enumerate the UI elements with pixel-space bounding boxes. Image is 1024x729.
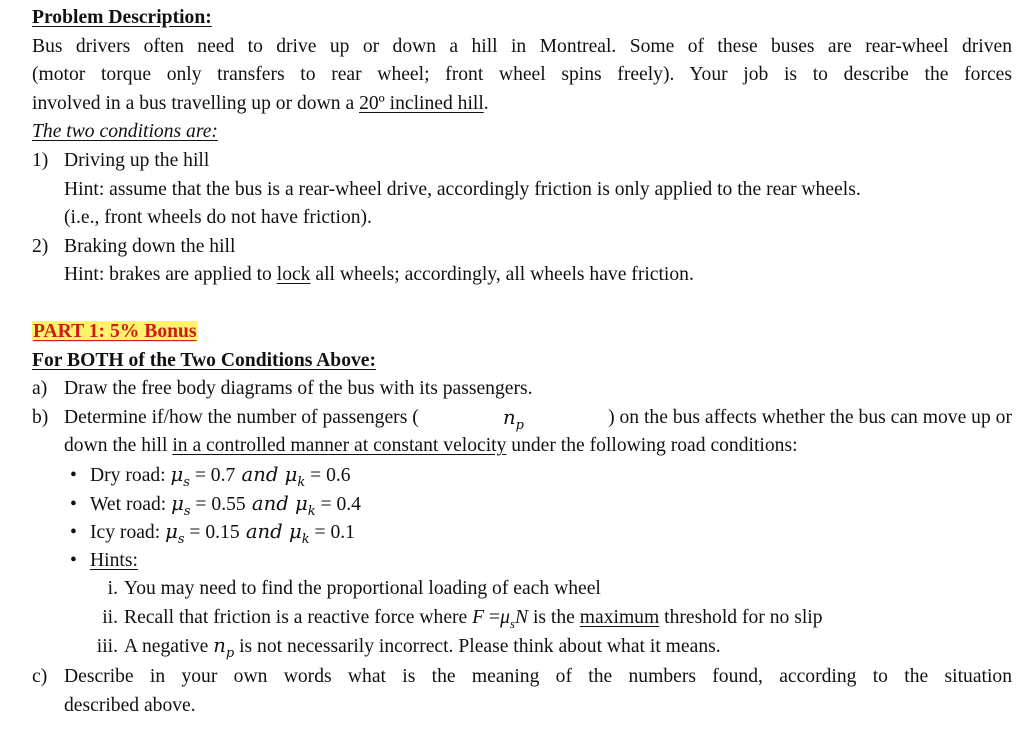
road-icy: • Icy road: $\mu_s = 0.15$ and $\mu_k = 0.1$ <box>70 520 355 547</box>
road-dry: • Dry road: $\mu_s = 0.7$ and $\mu_k = 0.6$ <box>70 462 351 490</box>
problem-heading: Problem Description: <box>32 7 212 28</box>
road-wet: • Wet road: $\mu_s = 0.55$ and $\mu_k = 0.4$ <box>70 491 361 519</box>
item-c-line-2: described above. <box>64 694 196 716</box>
hints-label: • Hints: <box>70 549 138 571</box>
document <box>32 0 1012 720</box>
conditions-heading: The two conditions are: <box>32 121 218 143</box>
condition-2: 2) Braking down the hill <box>32 235 236 257</box>
condition-1-hint-2: (i.e., front wheels do not have friction). <box>64 207 372 229</box>
intro-line-3: involved in a bus travelling up or down a 20º inclined hill. <box>32 92 489 114</box>
item-b-line-2: down the hill in a controlled manner at constant velocity under the following road conditions: <box>64 435 798 457</box>
item-b: b) Determine if/how the number of passengers ( $n_p$ ) on the bus affects whether the bus can move up or <box>32 405 1012 433</box>
both-heading: For BOTH of the Two Conditions Above: <box>32 349 377 371</box>
part-label: PART 1: 5% Bonus <box>33 320 197 342</box>
intro-line-1: Bus drivers often need to drive up or down a hill in Montreal. Some of these buses are rear-wheel driven <box>32 35 1012 57</box>
hint-i: i. You may need to find the proportional loading of each wheel <box>107 578 601 600</box>
hint-ii: ii. Recall that friction is a reactive force where $F =\mu_sN$ is the maximum threshold for no slip <box>102 606 823 631</box>
condition-1: 1) Driving up the hill <box>32 149 210 171</box>
hint-iii: iii. A negative $n_p$ is not necessarily incorrect. Please think about what it means. <box>96 634 721 662</box>
item-c: c) Describe in your own words what is the meaning of the numbers found, according to the situation <box>32 666 1012 688</box>
intro-line-2: (motor torque only transfers to rear wheel; front wheel spins freely). Your job is to describe the forces <box>32 64 1012 86</box>
item-a: a) Draw the free body diagrams of the bus with its passengers. <box>32 378 533 400</box>
condition-2-hint: Hint: brakes are applied to lock all wheels; accordingly, all wheels have friction. <box>64 264 694 286</box>
incline-link-text: 20º inclined hill <box>359 92 484 114</box>
condition-1-hint: Hint: assume that the bus is a rear-wheel drive, accordingly friction is only applied to the rear wheels. <box>64 178 861 200</box>
